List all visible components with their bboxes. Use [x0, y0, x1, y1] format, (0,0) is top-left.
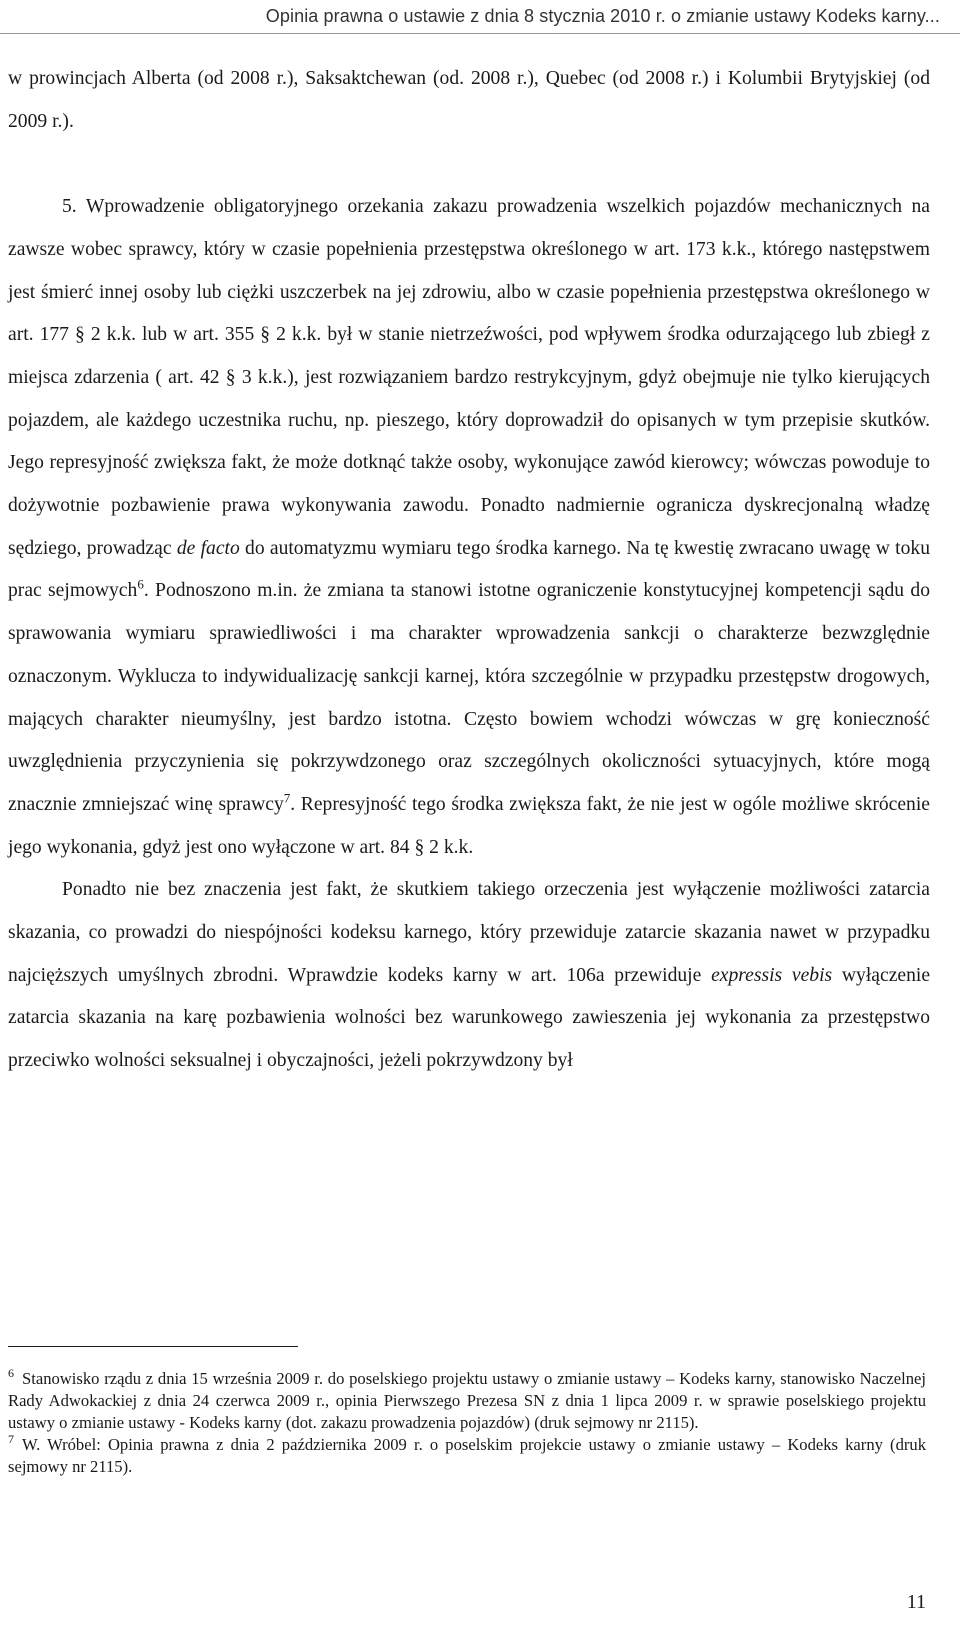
paragraph-5-text-c: . Podnoszono m.in. że zmiana ta stanowi istotne ograniczenie konstytucyjnej kompetencji sądu do sprawowania wymiaru sprawiedliwości i ma charakter wprowadzenia sankcji o charakterze bezwzględnie oznaczonym. Wyklucza to indywidualizację sankcji karnej, która szczególnie w przypadku przestępstw drogowych, mających charakter nieumyślny, jest bardzo istotna. Często bowiem wchodzi wówczas w grę konieczność uwzględnienia przyczynienia się pokrzywdzonego oraz szczególnych okoliczności sytuacyjnych, które mogą znacznie zmniejszać winę sprawcy — [8, 580, 931, 815]
paragraph-6-text-b: wyłączenie zatarcia skazania na karę pozbawienia wolności bez warunkowego zawieszenia jej wykonania za przestępstwo przeciwko wolności seksualnej i obyczajności, jeżeli pokrzywdzony był — [8, 964, 931, 1072]
footnote-text: W. Wróbel: Opinia prawna z dnia 2 października 2009 r. o poselskim projekcie ustawy o zmianie ustawy – Kodeks karny (druk sejmowy nr 2115). — [8, 1435, 926, 1476]
footnote-number: 7 — [8, 1432, 14, 1447]
intro-paragraph: w prowincjach Alberta (od 2008 r.), Saksaktchewan (od. 2008 r.), Quebec (od 2008 r.) i Kolumbii Brytyjskiej (od 2009 r.). — [8, 68, 930, 132]
italic-expressis-vebis: expressis vebis — [711, 964, 833, 986]
paragraph-5-text-b: do automatyzmu wymiaru tego środka karnego. Na tę kwestię zwracano uwagę w toku prac sejmowych — [8, 537, 930, 602]
italic-de-facto: de facto — [176, 537, 240, 559]
paragraph-5-text-a: 5. Wprowadzenie obligatoryjnego orzekania zakazu prowadzenia wszelkich pojazdów mechanicznych na zawsze wobec sprawcy, który w czasie popełnienia przestępstwa określonego w art. 173 k.k., którego następstwem jest śmierć innej osoby lub ciężki uszczerbek na jej zdrowiu, albo w czasie popełnienia przestępstwa określonego w art. 177 § 2 k.k. lub w art. 355 § 2 k.k. był w stanie nietrzeźwości, pod wpływem środka odurzającego lub zbiegł z miejsca zdarzenia ( art. 42 § 3 k.k.), jest rozwiązaniem bardzo restrykcyjnym, gdyż obejmuje nie tylko kierujących pojazdem, ale każdego uczestnika ruchu, np. pieszego, który doprowadził do opisanych w tym przepisie skutków. Jego represyjność zwiększa fakt, że może dotknąć także osoby, wykonujące zawód kierowcy; wówczas powoduje to dożywotnie pozbawienie prawa wykonywania zawodu. Ponadto nadmiernie ogranicza dyskrecjonalną władzę sędziego, prowadząc — [8, 196, 930, 559]
footnotes — [8, 1368, 926, 1478]
paragraph-5 — [8, 186, 930, 869]
paragraph-6 — [8, 869, 930, 1083]
footnote-reference-6[interactable]: 6 — [137, 576, 144, 592]
footnote-reference-7[interactable]: 7 — [283, 790, 291, 806]
paragraph-5-text-d: . Represyjność tego środka zwiększa fakt, że nie jest w ogóle możliwe skrócenie jego wykonania, gdyż jest ono wyłączone w art. 84 § 2 k.k. — [8, 793, 930, 858]
footnote-divider — [8, 1346, 298, 1347]
main-text — [8, 58, 930, 1083]
footnote-number: 6 — [8, 1366, 14, 1381]
footnote-text: Stanowisko rządu z dnia 15 września 2009 r. do poselskiego projektu ustawy o zmianie ustawy – Kodeks karny, stanowisko Naczelnej Rady Adwokackiej z dnia 24 czerwca 2009 r., opinia Pierwszego Prezesa SN z dnia 1 lipca 2009 r. w sprawie poselskiego projektu ustawy o zmianie ustawy - Kodeks karny (dot. zakazu prowadzenia pojazdów) (druk sejmowy nr 2115). — [8, 1369, 926, 1432]
paragraph-6-text-a: Ponadto nie bez znaczenia jest fakt, że skutkiem takiego orzeczenia jest wyłączenie możliwości zatarcia skazania, co prowadzi do niespójności kodeksu karnego, który przewiduje zatarcie skazania nawet w przypadku najcięższych umyślnych zbrodni. Wprawdzie kodeks karny w art. 106a przewiduje — [8, 879, 930, 986]
footnote-6 — [8, 1368, 926, 1434]
page-number: 11 — [906, 1591, 926, 1613]
header-divider — [0, 33, 960, 34]
running-header: Opinia prawna o ustawie z dnia 8 stycznia 2010 r. o zmianie ustawy Kodeks karny... — [265, 6, 940, 26]
footnote-7 — [8, 1434, 926, 1478]
